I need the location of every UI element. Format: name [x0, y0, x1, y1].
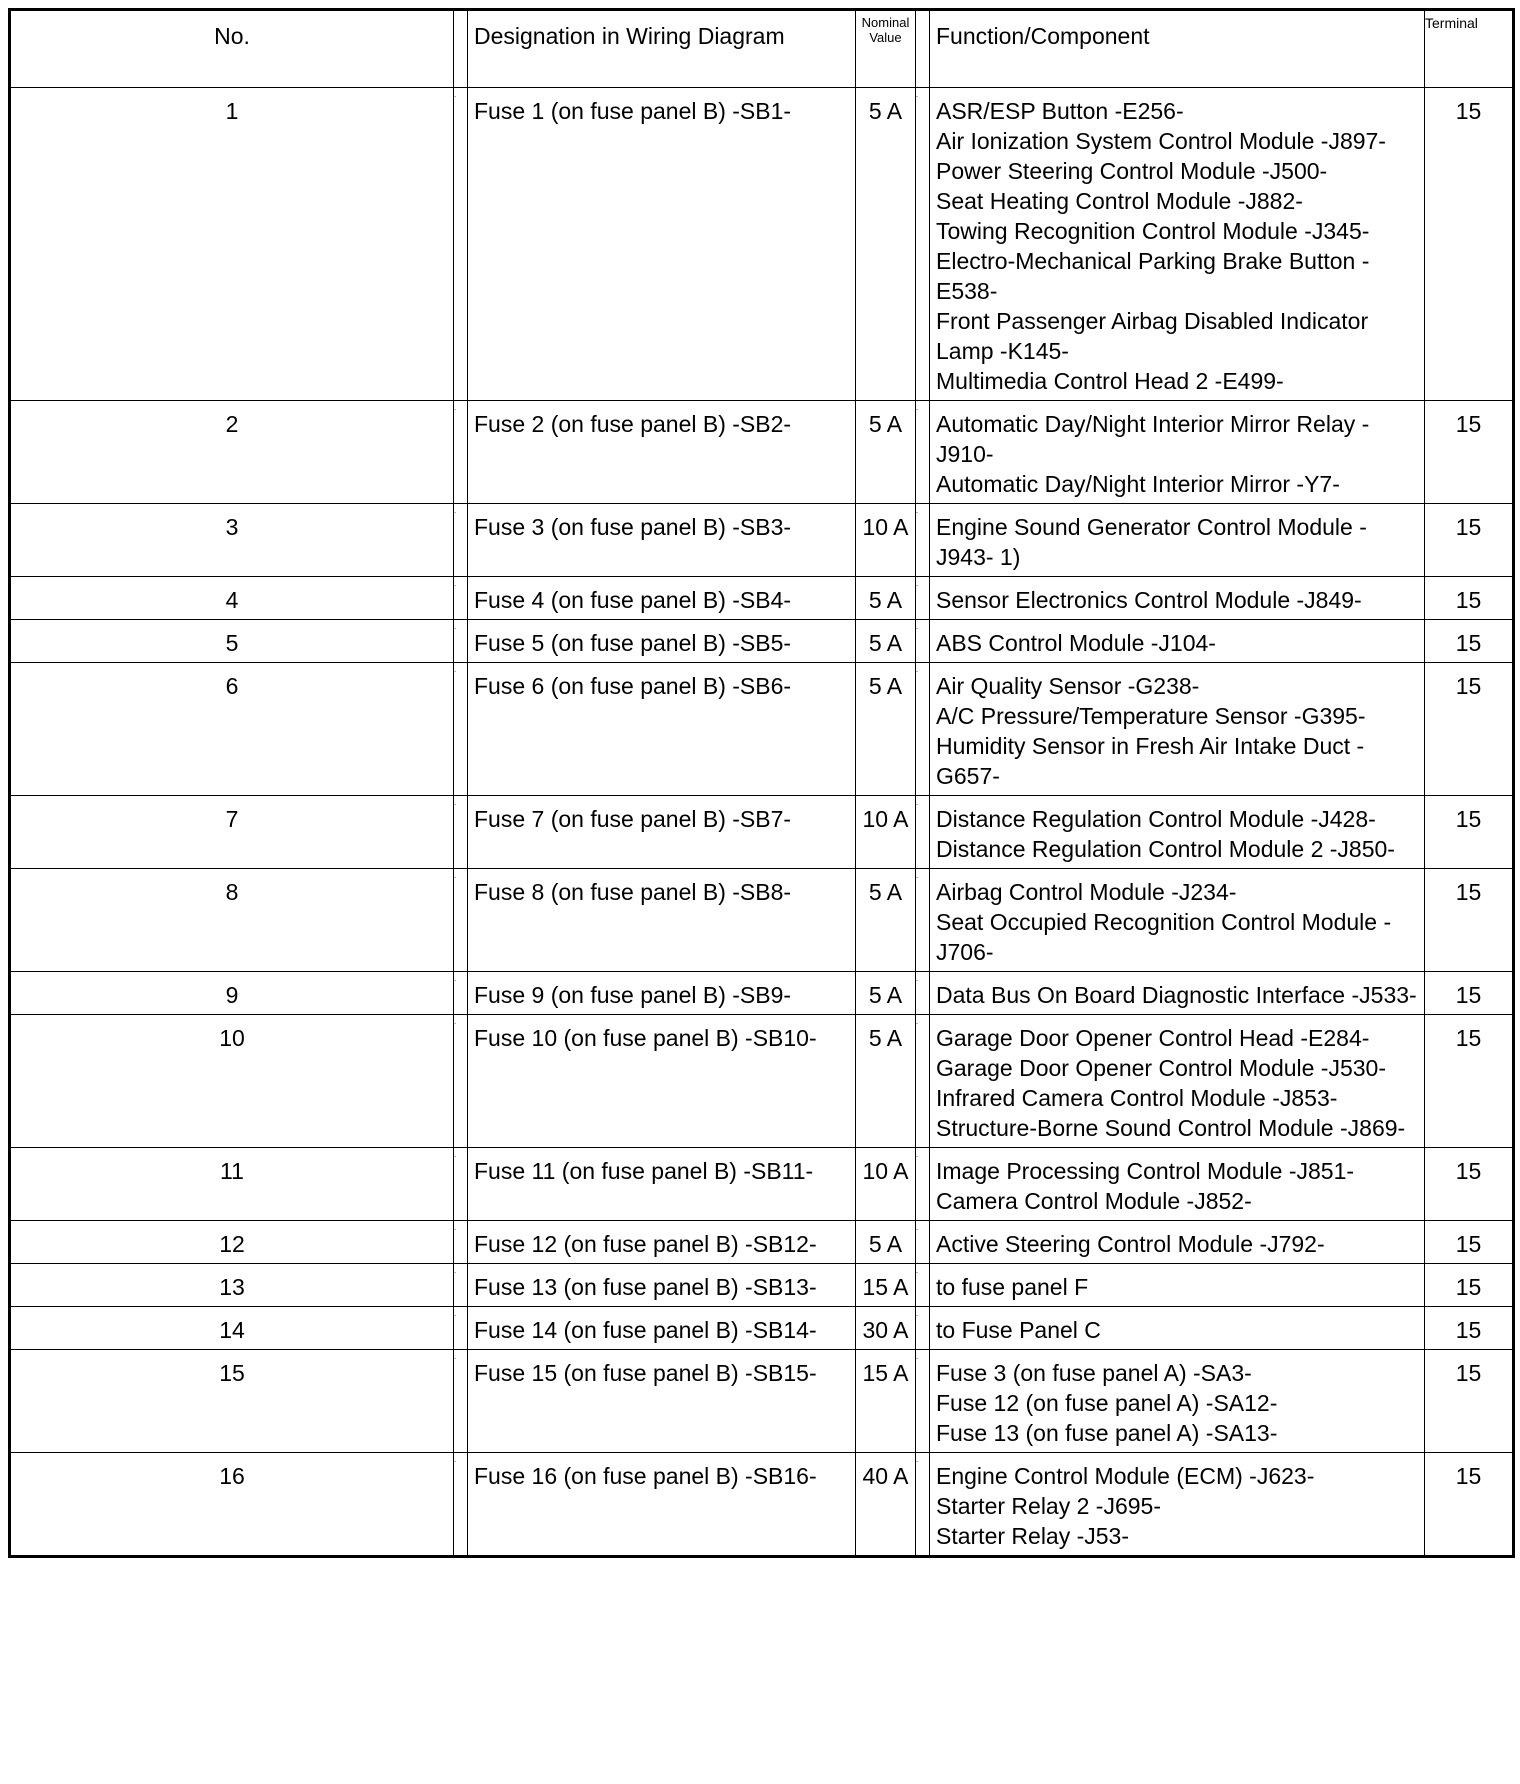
row-spacer: ˙ [454, 401, 468, 504]
row-spacer: ˙ [454, 1015, 468, 1148]
row-spacer: ˙ [454, 1453, 468, 1557]
nominal-value: 5 A [856, 401, 916, 504]
fuse-designation: Fuse 1 (on fuse panel B) -SB1- [468, 88, 856, 401]
function-components [930, 796, 1425, 869]
fuse-number: 9 [10, 972, 454, 1015]
header-terminal: Terminal [1425, 10, 1514, 88]
component-line: Front Passenger Airbag Disabled Indicator Lamp -K145- [936, 308, 1369, 364]
row-spacer: ˙ [916, 577, 930, 620]
component-line: Electro-Mechanical Parking Brake Button -E538- [936, 248, 1370, 304]
row-spacer: ˙ [454, 1264, 468, 1307]
fuse-designation: Fuse 11 (on fuse panel B) -SB11- [468, 1148, 856, 1221]
component-line: Distance Regulation Control Module -J428- [936, 806, 1376, 832]
terminal-value: 15 [1425, 620, 1514, 663]
nominal-value: 40 A [856, 1453, 916, 1557]
row-spacer: ˙ [916, 504, 930, 577]
fuse-number: 7 [10, 796, 454, 869]
function-components [930, 869, 1425, 972]
fuse-number: 11 [10, 1148, 454, 1221]
fuse-designation: Fuse 15 (on fuse panel B) -SB15- [468, 1350, 856, 1453]
row-spacer: ˙ [454, 663, 468, 796]
terminal-value: 15 [1425, 504, 1514, 577]
terminal-value: 15 [1425, 1264, 1514, 1307]
row-spacer: ˙ [916, 88, 930, 401]
table-row [10, 1307, 1514, 1350]
terminal-value: 15 [1425, 869, 1514, 972]
nominal-value: 15 A [856, 1264, 916, 1307]
table-row [10, 620, 1514, 663]
row-spacer: ˙ [454, 88, 468, 401]
nominal-value: 10 A [856, 504, 916, 577]
nominal-value: 5 A [856, 1015, 916, 1148]
function-components [930, 401, 1425, 504]
header-no: No. [10, 10, 454, 88]
table-row [10, 796, 1514, 869]
function-components [930, 1148, 1425, 1221]
table-body [10, 88, 1514, 1557]
terminal-value: 15 [1425, 1148, 1514, 1221]
terminal-value: 15 [1425, 1307, 1514, 1350]
function-components [930, 663, 1425, 796]
fuse-table [8, 8, 1515, 1558]
function-components [930, 1307, 1425, 1350]
terminal-value: 15 [1425, 401, 1514, 504]
row-spacer: ˙ [916, 972, 930, 1015]
table-row [10, 577, 1514, 620]
fuse-number: 3 [10, 504, 454, 577]
nominal-value: 5 A [856, 620, 916, 663]
header-designation: Designation in Wiring Diagram [468, 10, 856, 88]
header-spacer [454, 10, 468, 88]
row-spacer: ˙ [454, 972, 468, 1015]
component-line: to Fuse Panel C [936, 1317, 1101, 1343]
nominal-value-label: Nominal Value [861, 15, 910, 45]
component-line: Air Quality Sensor -G238- [936, 673, 1200, 699]
fuse-designation: Fuse 12 (on fuse panel B) -SB12- [468, 1221, 856, 1264]
row-spacer: ˙ [454, 620, 468, 663]
nominal-value: 5 A [856, 577, 916, 620]
function-components [930, 1015, 1425, 1148]
fuse-number: 16 [10, 1453, 454, 1557]
row-spacer: ˙ [454, 1148, 468, 1221]
row-spacer: ˙ [916, 869, 930, 972]
component-line: Seat Heating Control Module -J882- [936, 188, 1303, 214]
table-row [10, 88, 1514, 401]
row-spacer: ˙ [916, 1350, 930, 1453]
nominal-value: 5 A [856, 1221, 916, 1264]
component-line: A/C Pressure/Temperature Sensor -G395- [936, 703, 1366, 729]
nominal-value: 5 A [856, 663, 916, 796]
table-row [10, 504, 1514, 577]
function-components [930, 620, 1425, 663]
row-spacer: ˙ [916, 1264, 930, 1307]
row-spacer: ˙ [916, 620, 930, 663]
terminal-value: 15 [1425, 1221, 1514, 1264]
table-row [10, 1350, 1514, 1453]
nominal-value: 5 A [856, 869, 916, 972]
fuse-designation: Fuse 5 (on fuse panel B) -SB5- [468, 620, 856, 663]
fuse-designation: Fuse 7 (on fuse panel B) -SB7- [468, 796, 856, 869]
component-line: Fuse 13 (on fuse panel A) -SA13- [936, 1420, 1278, 1446]
fuse-designation: Fuse 3 (on fuse panel B) -SB3- [468, 504, 856, 577]
row-spacer: ˙ [454, 796, 468, 869]
component-line: Automatic Day/Night Interior Mirror Relay -J910- [936, 411, 1370, 467]
component-line: Infrared Camera Control Module -J853- [936, 1085, 1338, 1111]
function-components [930, 577, 1425, 620]
row-spacer: ˙ [916, 796, 930, 869]
component-line: Starter Relay -J53- [936, 1523, 1130, 1549]
component-line: Garage Door Opener Control Head -E284- [936, 1025, 1370, 1051]
function-components [930, 88, 1425, 401]
row-spacer: ˙ [454, 869, 468, 972]
table-row [10, 972, 1514, 1015]
function-components [930, 1350, 1425, 1453]
header-nominal-value [856, 10, 916, 88]
component-line: Starter Relay 2 -J695- [936, 1493, 1161, 1519]
component-line: Camera Control Module -J852- [936, 1188, 1252, 1214]
component-line: Seat Occupied Recognition Control Module -J706- [936, 909, 1392, 965]
row-spacer: ˙ [454, 1307, 468, 1350]
nominal-value: 5 A [856, 972, 916, 1015]
row-spacer: ˙ [916, 1015, 930, 1148]
nominal-value: 15 A [856, 1350, 916, 1453]
component-line: Image Processing Control Module -J851- [936, 1158, 1355, 1184]
nominal-value: 10 A [856, 1148, 916, 1221]
table-row [10, 1015, 1514, 1148]
table-row [10, 1148, 1514, 1221]
fuse-number: 6 [10, 663, 454, 796]
component-line: ABS Control Module -J104- [936, 630, 1216, 656]
fuse-number: 2 [10, 401, 454, 504]
component-line: Engine Control Module (ECM) -J623- [936, 1463, 1315, 1489]
function-components [930, 504, 1425, 577]
fuse-number: 10 [10, 1015, 454, 1148]
terminal-value: 15 [1425, 796, 1514, 869]
table-row [10, 401, 1514, 504]
component-line: Engine Sound Generator Control Module -J943- 1) [936, 514, 1367, 570]
fuse-designation: Fuse 9 (on fuse panel B) -SB9- [468, 972, 856, 1015]
table-row [10, 663, 1514, 796]
component-line: Garage Door Opener Control Module -J530- [936, 1055, 1387, 1081]
table-row [10, 869, 1514, 972]
fuse-designation: Fuse 8 (on fuse panel B) -SB8- [468, 869, 856, 972]
terminal-value: 15 [1425, 577, 1514, 620]
component-line: Structure-Borne Sound Control Module -J869- [936, 1115, 1406, 1141]
fuse-number: 15 [10, 1350, 454, 1453]
function-components [930, 1221, 1425, 1264]
terminal-value: 15 [1425, 663, 1514, 796]
fuse-designation: Fuse 4 (on fuse panel B) -SB4- [468, 577, 856, 620]
fuse-designation: Fuse 10 (on fuse panel B) -SB10- [468, 1015, 856, 1148]
fuse-designation: Fuse 14 (on fuse panel B) -SB14- [468, 1307, 856, 1350]
component-line: Active Steering Control Module -J792- [936, 1231, 1325, 1257]
nominal-value: 30 A [856, 1307, 916, 1350]
fuse-designation: Fuse 2 (on fuse panel B) -SB2- [468, 401, 856, 504]
nominal-value: 10 A [856, 796, 916, 869]
fuse-number: 12 [10, 1221, 454, 1264]
row-spacer: ˙ [916, 1453, 930, 1557]
terminal-value: 15 [1425, 1350, 1514, 1453]
fuse-number: 13 [10, 1264, 454, 1307]
header-spacer [916, 10, 930, 88]
component-line: Distance Regulation Control Module 2 -J850- [936, 836, 1395, 862]
table-header-row [10, 10, 1514, 88]
component-line: Sensor Electronics Control Module -J849- [936, 587, 1362, 613]
fuse-number: 1 [10, 88, 454, 401]
fuse-number: 5 [10, 620, 454, 663]
terminal-value: 15 [1425, 972, 1514, 1015]
function-components [930, 1264, 1425, 1307]
component-line: Fuse 12 (on fuse panel A) -SA12- [936, 1390, 1278, 1416]
terminal-value: 15 [1425, 1453, 1514, 1557]
fuse-number: 4 [10, 577, 454, 620]
row-spacer: ˙ [916, 663, 930, 796]
component-line: to fuse panel F [936, 1274, 1089, 1300]
fuse-number: 8 [10, 869, 454, 972]
table-row [10, 1264, 1514, 1307]
component-line: Multimedia Control Head 2 -E499- [936, 368, 1284, 394]
component-line: Fuse 3 (on fuse panel A) -SA3- [936, 1360, 1252, 1386]
component-line: Airbag Control Module -J234- [936, 879, 1237, 905]
row-spacer: ˙ [454, 504, 468, 577]
component-line: Air Ionization System Control Module -J897- [936, 128, 1386, 154]
terminal-value: 15 [1425, 88, 1514, 401]
table-row [10, 1453, 1514, 1557]
function-components [930, 972, 1425, 1015]
component-line: ASR/ESP Button -E256- [936, 98, 1184, 124]
fuse-designation: Fuse 16 (on fuse panel B) -SB16- [468, 1453, 856, 1557]
nominal-value: 5 A [856, 88, 916, 401]
fuse-designation: Fuse 13 (on fuse panel B) -SB13- [468, 1264, 856, 1307]
fuse-table-sheet [8, 8, 1512, 1558]
row-spacer: ˙ [454, 577, 468, 620]
function-components [930, 1453, 1425, 1557]
row-spacer: ˙ [454, 1221, 468, 1264]
component-line: Data Bus On Board Diagnostic Interface -J533- [936, 982, 1417, 1008]
row-spacer: ˙ [916, 1307, 930, 1350]
fuse-number: 14 [10, 1307, 454, 1350]
header-function: Function/Component [930, 10, 1425, 88]
component-line: Humidity Sensor in Fresh Air Intake Duct -G657- [936, 733, 1365, 789]
terminal-value: 15 [1425, 1015, 1514, 1148]
fuse-designation: Fuse 6 (on fuse panel B) -SB6- [468, 663, 856, 796]
component-line: Automatic Day/Night Interior Mirror -Y7- [936, 471, 1340, 497]
component-line: Towing Recognition Control Module -J345- [936, 218, 1370, 244]
table-row [10, 1221, 1514, 1264]
component-line: Power Steering Control Module -J500- [936, 158, 1328, 184]
row-spacer: ˙ [916, 1221, 930, 1264]
row-spacer: ˙ [916, 1148, 930, 1221]
row-spacer: ˙ [454, 1350, 468, 1453]
row-spacer: ˙ [916, 401, 930, 504]
